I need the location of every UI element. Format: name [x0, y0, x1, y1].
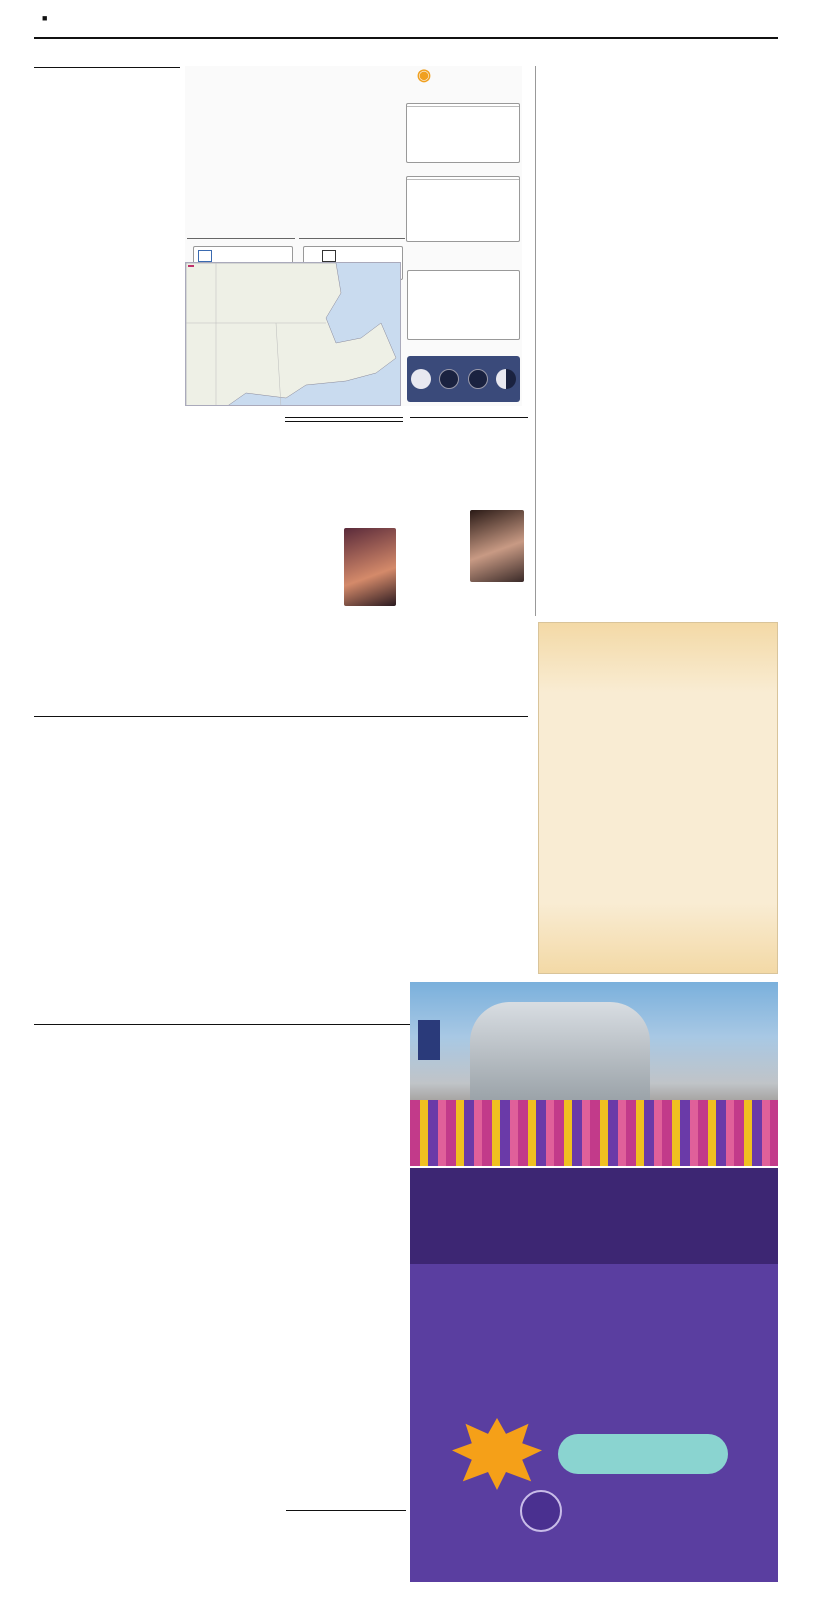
patriot-place-photo	[410, 982, 778, 1166]
section-title	[34, 34, 778, 39]
moon-phase-icon	[496, 369, 516, 389]
moon-phase-icon	[439, 369, 459, 389]
mit-byline	[544, 200, 662, 210]
moon-phase-icon	[411, 369, 431, 389]
page-header: ■	[42, 13, 48, 23]
mit-body-col-2	[670, 203, 785, 613]
saturday-birthdays-title	[285, 417, 403, 418]
history-title	[34, 66, 180, 68]
autumn-fair-ad[interactable]	[538, 622, 778, 974]
monday-birthdays-title	[410, 417, 528, 418]
walk-url[interactable]	[558, 1434, 728, 1474]
temperature-trend	[406, 103, 520, 163]
sunday-birthdays-title	[285, 421, 403, 422]
walk-alzheimers-ad[interactable]	[410, 1168, 778, 1582]
today-in-history	[34, 66, 180, 756]
hall-of-fame-sign	[418, 1020, 440, 1060]
precipitation-box	[406, 176, 520, 242]
cardi-b-inset-photo	[344, 528, 396, 606]
regional-weather-map	[185, 262, 401, 406]
county-seal	[520, 1490, 562, 1532]
weather-panel	[185, 66, 522, 406]
mit-body-col-1	[544, 228, 662, 606]
weather-network-logo: ◉	[417, 67, 431, 84]
maine-byline	[34, 796, 146, 816]
marie-osmond-inset-photo	[470, 510, 524, 582]
sun-moon-box	[407, 270, 520, 340]
vermont-byline	[34, 1090, 154, 1100]
moon-phase-icon	[468, 369, 488, 389]
uv-value	[322, 250, 336, 262]
moon-phases	[407, 356, 520, 402]
map-title	[188, 265, 194, 267]
air-quality-value	[198, 250, 212, 262]
